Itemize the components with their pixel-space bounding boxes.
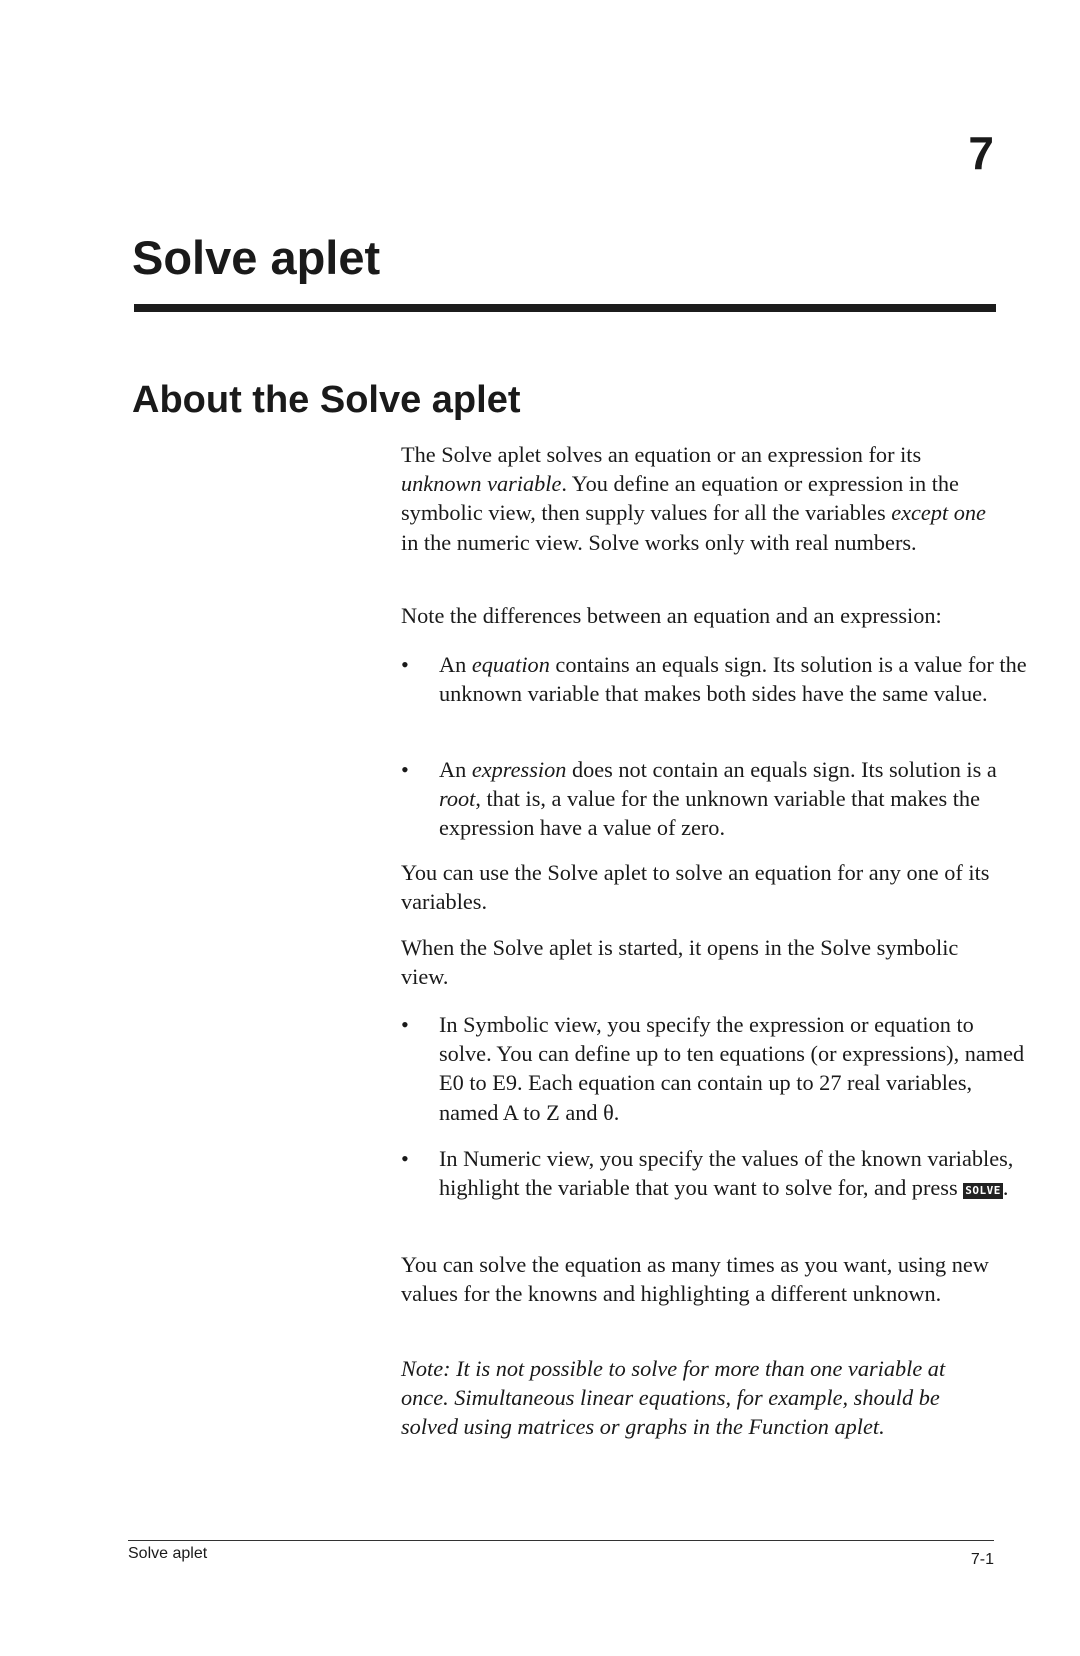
text: In Numeric view, you specify the values of the known variables, highlight the variable that you want to solve for, and press xyxy=(439,1146,1014,1201)
bullet-icon: • xyxy=(401,757,409,782)
text: An xyxy=(439,757,472,782)
note-paragraph: Note: It is not possible to solve for more than one variable at once. Simultaneous linear equations, for example, should be solved using matrices or graphs in the Function aplet. xyxy=(401,1356,946,1440)
chapter-rule xyxy=(134,304,996,312)
emphasis: equation xyxy=(471,652,550,677)
text: , that is, a value for the unknown variable that makes the expression have a value of zero. xyxy=(439,786,980,841)
footer-title: Solve aplet xyxy=(128,1545,208,1562)
text: does not contain an equals sign. Its solution is a xyxy=(566,757,997,782)
text: . xyxy=(1002,1175,1009,1201)
bullet-symbolic-view xyxy=(401,1010,1031,1127)
footer-rule xyxy=(128,1540,994,1541)
bullet-expression xyxy=(401,755,1031,843)
page-number: 7-1 xyxy=(970,1551,994,1568)
bullet-icon: • xyxy=(401,652,409,677)
text: in the numeric view. Solve works only with real numbers. xyxy=(401,529,917,555)
text: . You define an equation or expression in the symbolic view, then supply values for all the variables xyxy=(401,471,959,526)
paragraph-note-differences: Note the differences between an equation and an expression: xyxy=(401,603,942,628)
emphasis: except one xyxy=(891,500,986,526)
text: In Symbolic view, you specify the expression or equation to solve. You can define up to ten equations (or expressions), named E0 to E9. Each equation can contain up to 27 real variables, named A to Z and θ. xyxy=(439,1012,1025,1125)
paragraph-started: When the Solve aplet is started, it opens in the Solve symbolic view. xyxy=(401,935,959,990)
paragraph-solve-again: You can solve the equation as many times as you want, using new values for the knowns and highlighting a different unknown. xyxy=(401,1252,989,1307)
emphasis: unknown variable xyxy=(401,471,562,497)
solve-key-icon: SOLVE xyxy=(965,1184,1001,1198)
chapter-title: Solve aplet xyxy=(132,231,381,284)
emphasis: root xyxy=(439,786,476,812)
paragraph-intro xyxy=(401,440,993,557)
bullet-numeric-view xyxy=(401,1144,1031,1202)
section-heading: About the Solve aplet xyxy=(132,379,521,421)
bullet-icon: • xyxy=(401,1012,409,1037)
chapter-number: 7 xyxy=(968,127,994,179)
text: contains an equals sign. Its solution is a value for the unknown variable that makes both sides have the same value. xyxy=(439,652,1027,707)
text: The Solve aplet solves an equation or an expression for its xyxy=(401,442,922,467)
bullet-icon: • xyxy=(401,1146,409,1171)
bullet-equation xyxy=(401,650,1031,708)
paragraph-any-variable: You can use the Solve aplet to solve an equation for any one of its variables. xyxy=(401,860,990,915)
text: An xyxy=(439,652,472,677)
emphasis: expression xyxy=(471,757,567,782)
